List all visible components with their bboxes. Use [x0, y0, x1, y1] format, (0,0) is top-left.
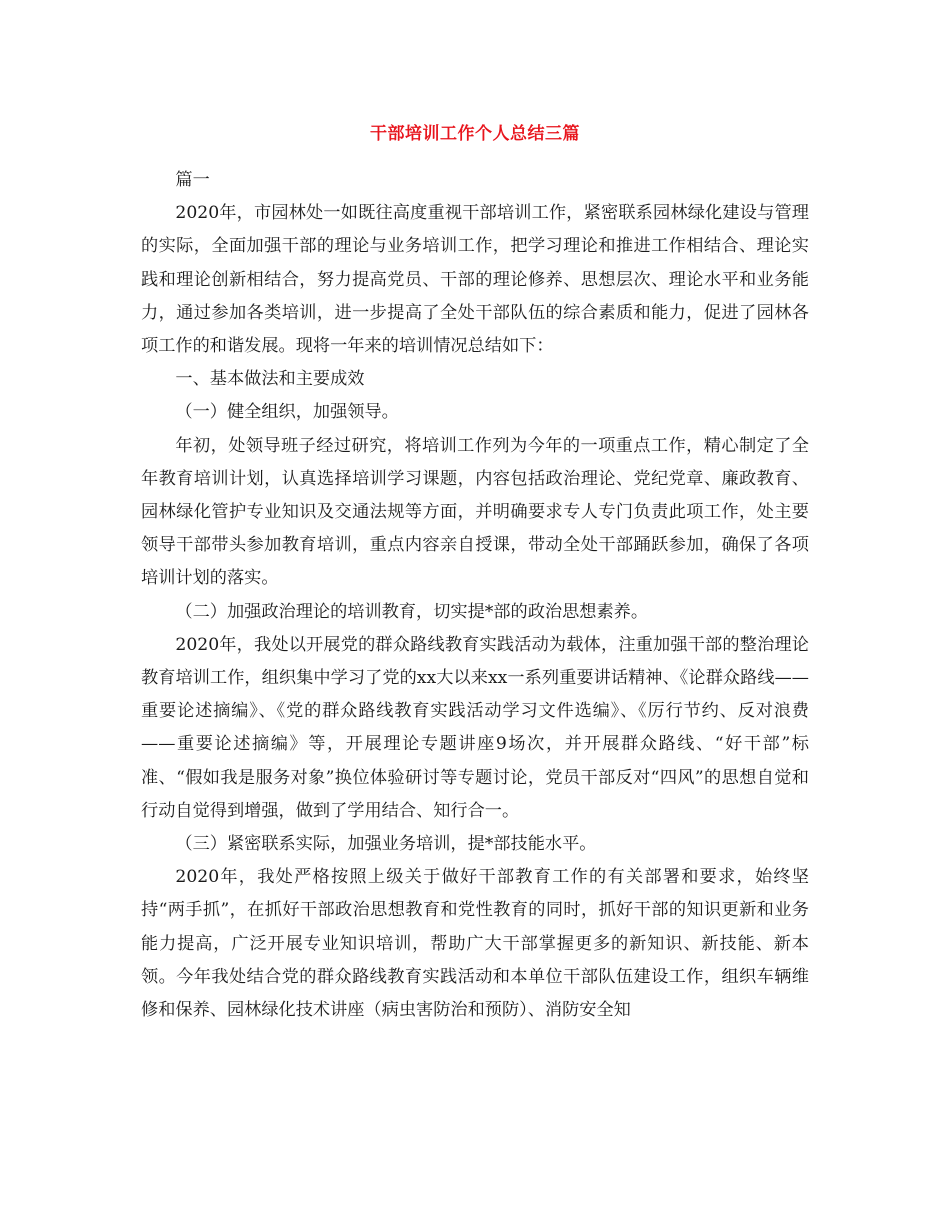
section-label: 篇一: [175, 170, 210, 190]
document-body: [141, 164, 809, 1027]
subsection-heading-2: （二）加强政治理论的培训教育，切实提*部的政治思想素养。: [175, 601, 649, 622]
paragraph-1: 年初，处领导班子经过研究，将培训工作列为今年的一项重点工作，精心制定了全年教育培训计划，认真选择培训学习课题，内容包括政治理论、党纪党章、廉政教育、园林绿化管护专业知识及交通法规等方面，并明确要求专人专门负责此项工作，处主要领导干部带头参加教育培训，重点内容亲自授课，带动全处干部踊跃参加，确保了各项培训计划的落实。: [141, 435, 809, 589]
section-heading: 一、基本做法和主要成效: [175, 369, 365, 390]
paragraph-3: 2020年，我处严格按照上级关于做好干部教育工作的有关部署和要求，始终坚持“两手抓”，在抓好干部政治思想教育和党性教育的同时，抓好干部的知识更新和业务能力提高，广泛开展专业知识培训，帮助广大干部掌握更多的新知识、新技能、新本领。今年我处结合党的群众路线教育实践活动和本单位干部队伍建设工作，组织车辆维修和保养、园林绿化技术讲座（病虫害防治和预防）、消防安全知: [141, 867, 809, 1021]
paragraph-intro: 2020年，市园林处一如既往高度重视干部培训工作，紧密联系园林绿化建设与管理的实际，全面加强干部的理论与业务培训工作，把学习理论和推进工作相结合、理论实践和理论创新相结合，努力提高党员、干部的理论修养、思想层次、理论水平和业务能力，通过参加各类培训，进一步提高了全处干部队伍的综合素质和能力，促进了园林各项工作的和谐发展。现将一年来的培训情况总结如下：: [141, 203, 809, 357]
subsection-heading-3: （三）紧密联系实际，加强业务培训，提*部技能水平。: [175, 834, 597, 855]
paragraph-2: 2020年，我处以开展党的群众路线教育实践活动为载体，注重加强干部的整治理论教育培训工作，组织集中学习了党的xx大以来xx一系列重要讲话精神、《论群众路线——重要论述摘编》、《党的群众路线教育实践活动学习文件选编》、《厉行节约、反对浪费——重要论述摘编》等，开展理论专题讲座9场次，并开展群众路线、“好干部”标准、“假如我是服务对象”换位体验研讨等专题讨论，党员干部反对“四风”的思想自觉和行动自觉得到增强，做到了学用结合、知行合一。: [141, 634, 809, 821]
subsection-heading-1: （一）健全组织，加强领导。: [175, 402, 399, 423]
document-title: 干部培训工作个人总结三篇: [370, 124, 580, 144]
